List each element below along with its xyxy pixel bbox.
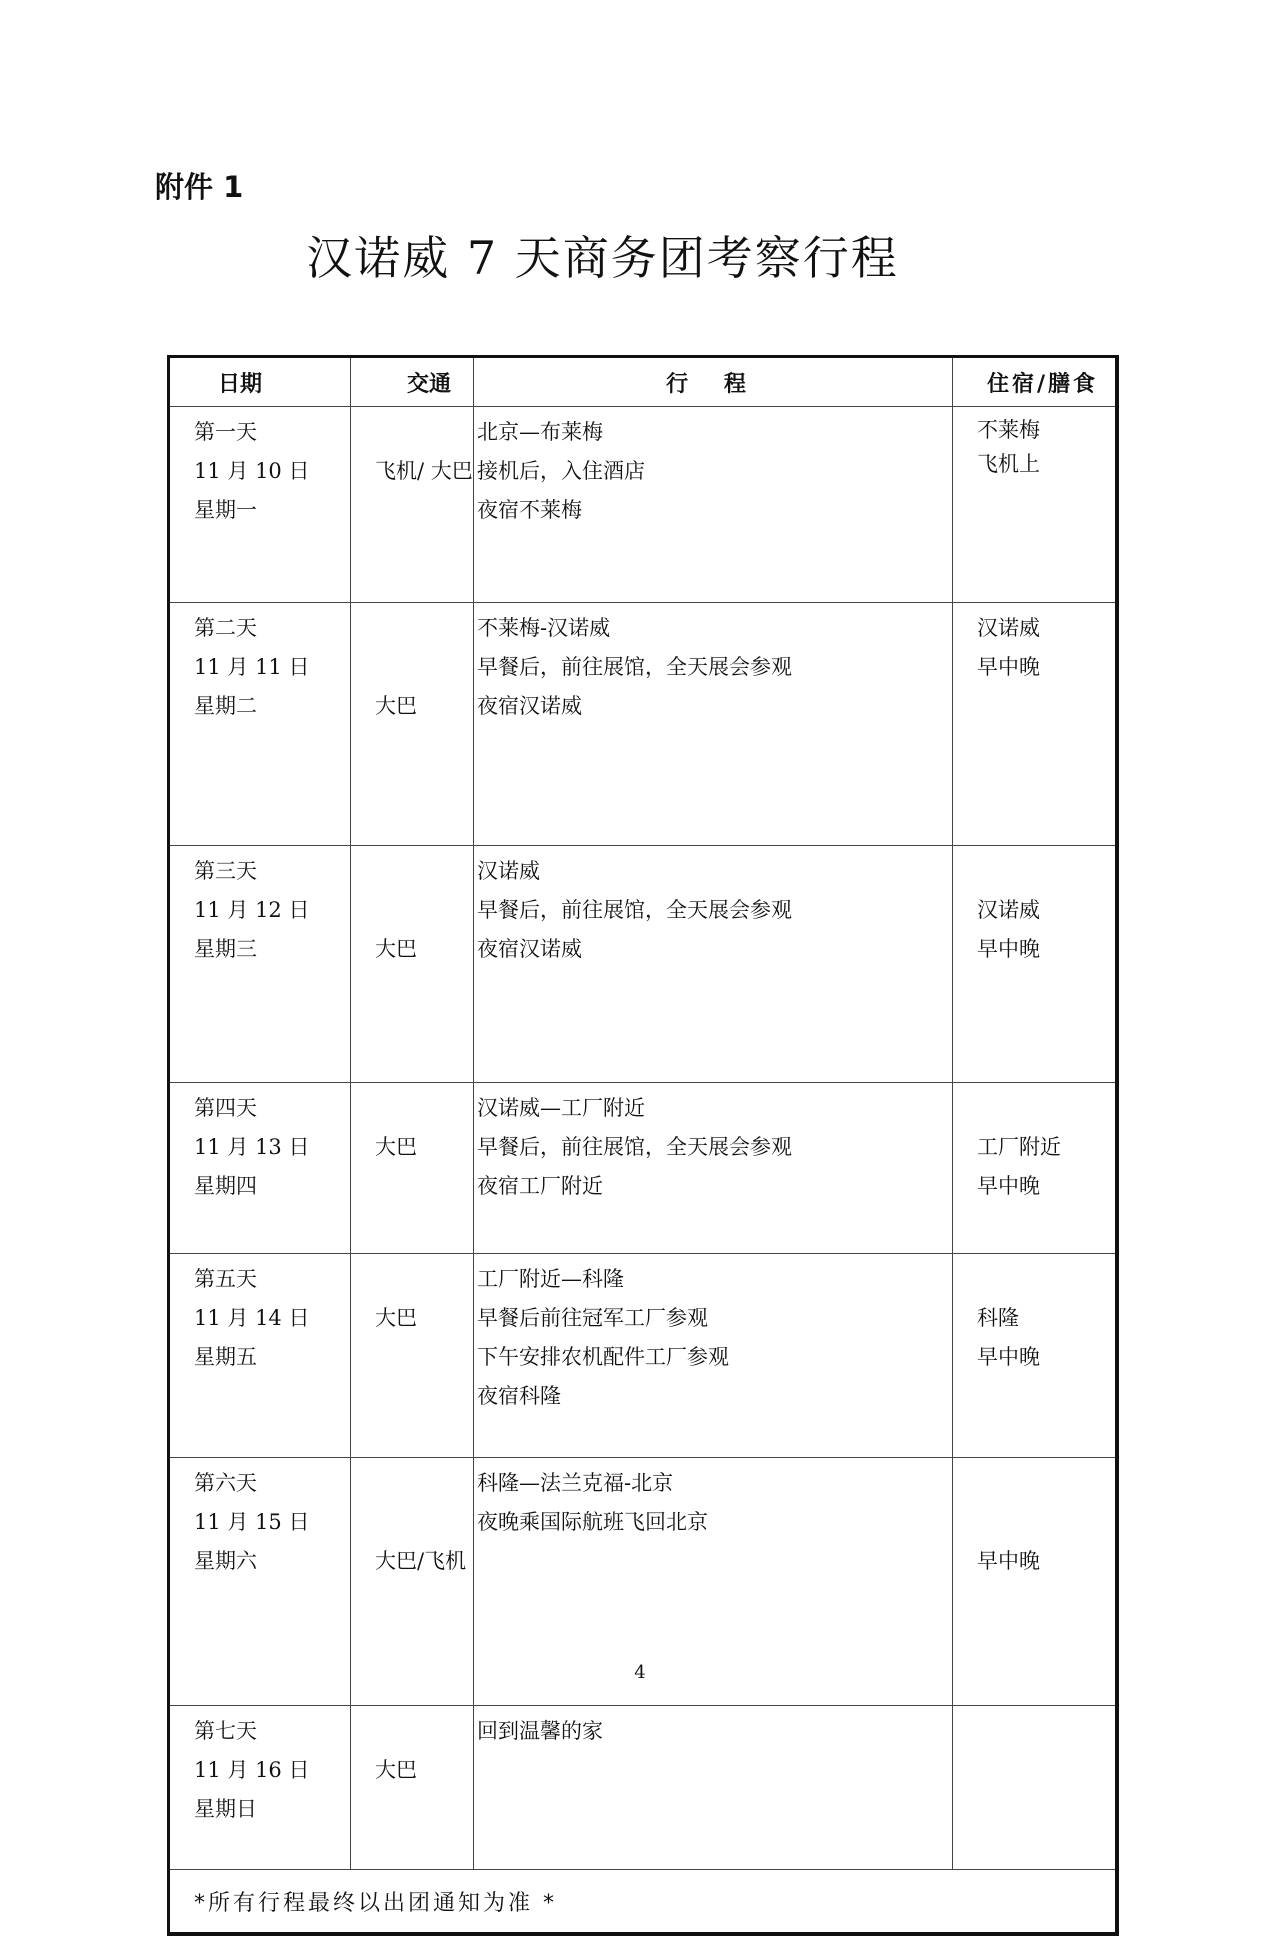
itinerary-line: 汉诺威—工厂附近	[477, 1096, 645, 1120]
weekday-label: 星期三	[194, 937, 257, 961]
itinerary-cell	[474, 603, 953, 846]
weekday-label: 星期六	[194, 1549, 257, 1573]
itinerary-cell	[474, 1254, 953, 1458]
weekday-label: 星期四	[194, 1174, 257, 1198]
transport-label: 大巴	[375, 1758, 417, 1782]
day-cell	[169, 846, 351, 1083]
table-row	[169, 407, 1117, 603]
date-label: 11 月 13 日	[194, 1135, 310, 1159]
itinerary-line: 汉诺威	[477, 859, 540, 883]
itinerary-line: 早餐后，前往展馆，全天展会参观	[477, 655, 792, 679]
itinerary-cell	[474, 846, 953, 1083]
day-label: 第六天	[194, 1471, 257, 1495]
accommodation-cell	[953, 1254, 1117, 1458]
day-label: 第一天	[194, 420, 257, 444]
weekday-label: 星期日	[194, 1797, 257, 1821]
day-cell	[169, 407, 351, 603]
accommodation-line: 早中晚	[977, 937, 1040, 961]
date-label: 11 月 14 日	[194, 1306, 310, 1330]
accommodation-line: 早中晚	[977, 1549, 1040, 1573]
accommodation-line: 飞机上	[977, 452, 1040, 476]
table-row	[169, 1083, 1117, 1254]
table-header-row	[169, 357, 1117, 407]
itinerary-line: 工厂附近—科隆	[477, 1267, 624, 1291]
table-row	[169, 846, 1117, 1083]
attachment-label: 附件 1	[155, 170, 244, 204]
itinerary-line: 夜宿汉诺威	[477, 937, 582, 961]
table-row	[169, 603, 1117, 846]
transport-label: 飞机/ 大巴	[375, 459, 473, 483]
accommodation-line: 早中晚	[977, 1174, 1040, 1198]
day-cell	[169, 1083, 351, 1254]
accommodation-line: 科隆	[977, 1306, 1019, 1330]
itinerary-line: 早餐后，前往展馆，全天展会参观	[477, 898, 792, 922]
transport-cell	[351, 1706, 474, 1870]
accommodation-line: 不莱梅	[977, 418, 1040, 442]
page-number: 4	[634, 1662, 646, 1683]
date-label: 11 月 15 日	[194, 1510, 310, 1534]
itinerary-line: 不莱梅-汉诺威	[477, 616, 611, 640]
itinerary-line: 早餐后前往冠军工厂参观	[477, 1306, 708, 1330]
day-cell	[169, 603, 351, 846]
itinerary-line: 夜宿工厂附近	[477, 1174, 603, 1198]
accommodation-cell	[953, 1706, 1117, 1870]
table-row	[169, 1706, 1117, 1870]
accommodation-cell	[953, 603, 1117, 846]
itinerary-line: 夜宿不莱梅	[477, 498, 582, 522]
itinerary-cell	[474, 407, 953, 603]
accommodation-line: 工厂附近	[977, 1135, 1061, 1159]
footnote: *所有行程最终以出团通知为准 *	[169, 1870, 1117, 1935]
itinerary-line: 科隆—法兰克福-北京	[477, 1471, 674, 1495]
itinerary-cell	[474, 1706, 953, 1870]
header-itinerary: 行 程	[474, 357, 953, 407]
transport-cell	[351, 1083, 474, 1254]
transport-cell	[351, 603, 474, 846]
footnote-row	[169, 1870, 1117, 1935]
day-label: 第三天	[194, 859, 257, 883]
transport-label: 大巴	[375, 1306, 417, 1330]
itinerary-line: 接机后，入住酒店	[477, 459, 645, 483]
day-label: 第四天	[194, 1096, 257, 1120]
header-accommodation: 住宿/膳食	[953, 357, 1117, 407]
itinerary-line: 夜宿汉诺威	[477, 694, 582, 718]
itinerary-line: 夜宿科隆	[477, 1384, 561, 1408]
transport-label: 大巴	[375, 937, 417, 961]
accommodation-cell	[953, 1083, 1117, 1254]
transport-cell	[351, 1254, 474, 1458]
transport-label: 大巴/飞机	[375, 1549, 467, 1573]
date-label: 11 月 10 日	[194, 459, 310, 483]
transport-cell	[351, 846, 474, 1083]
header-date: 日期	[169, 357, 351, 407]
day-cell	[169, 1254, 351, 1458]
date-label: 11 月 16 日	[194, 1758, 310, 1782]
table-row	[169, 1254, 1117, 1458]
itinerary-table	[167, 355, 1119, 1936]
date-label: 11 月 12 日	[194, 898, 310, 922]
day-label: 第五天	[194, 1267, 257, 1291]
accommodation-line: 早中晚	[977, 1345, 1040, 1369]
day-label: 第七天	[194, 1719, 257, 1743]
itinerary-line: 回到温馨的家	[477, 1719, 603, 1743]
itinerary-line: 早餐后，前往展馆，全天展会参观	[477, 1135, 792, 1159]
weekday-label: 星期五	[194, 1345, 257, 1369]
document-title: 汉诺威 7 天商务团考察行程	[306, 231, 899, 285]
header-transport: 交通	[351, 357, 474, 407]
day-label: 第二天	[194, 616, 257, 640]
accommodation-line: 早中晚	[977, 655, 1040, 679]
accommodation-cell	[953, 846, 1117, 1083]
day-cell	[169, 1706, 351, 1870]
itinerary-cell	[474, 1083, 953, 1254]
accommodation-cell	[953, 407, 1117, 603]
itinerary-line: 夜晚乘国际航班飞回北京	[477, 1510, 708, 1534]
transport-cell	[351, 407, 474, 603]
accommodation-line: 汉诺威	[977, 616, 1040, 640]
transport-label: 大巴	[375, 1135, 417, 1159]
weekday-label: 星期二	[194, 694, 257, 718]
weekday-label: 星期一	[194, 498, 257, 522]
accommodation-line: 汉诺威	[977, 898, 1040, 922]
itinerary-line: 北京—布莱梅	[477, 420, 603, 444]
itinerary-line: 下午安排农机配件工厂参观	[477, 1345, 729, 1369]
date-label: 11 月 11 日	[194, 655, 310, 679]
transport-label: 大巴	[375, 694, 417, 718]
